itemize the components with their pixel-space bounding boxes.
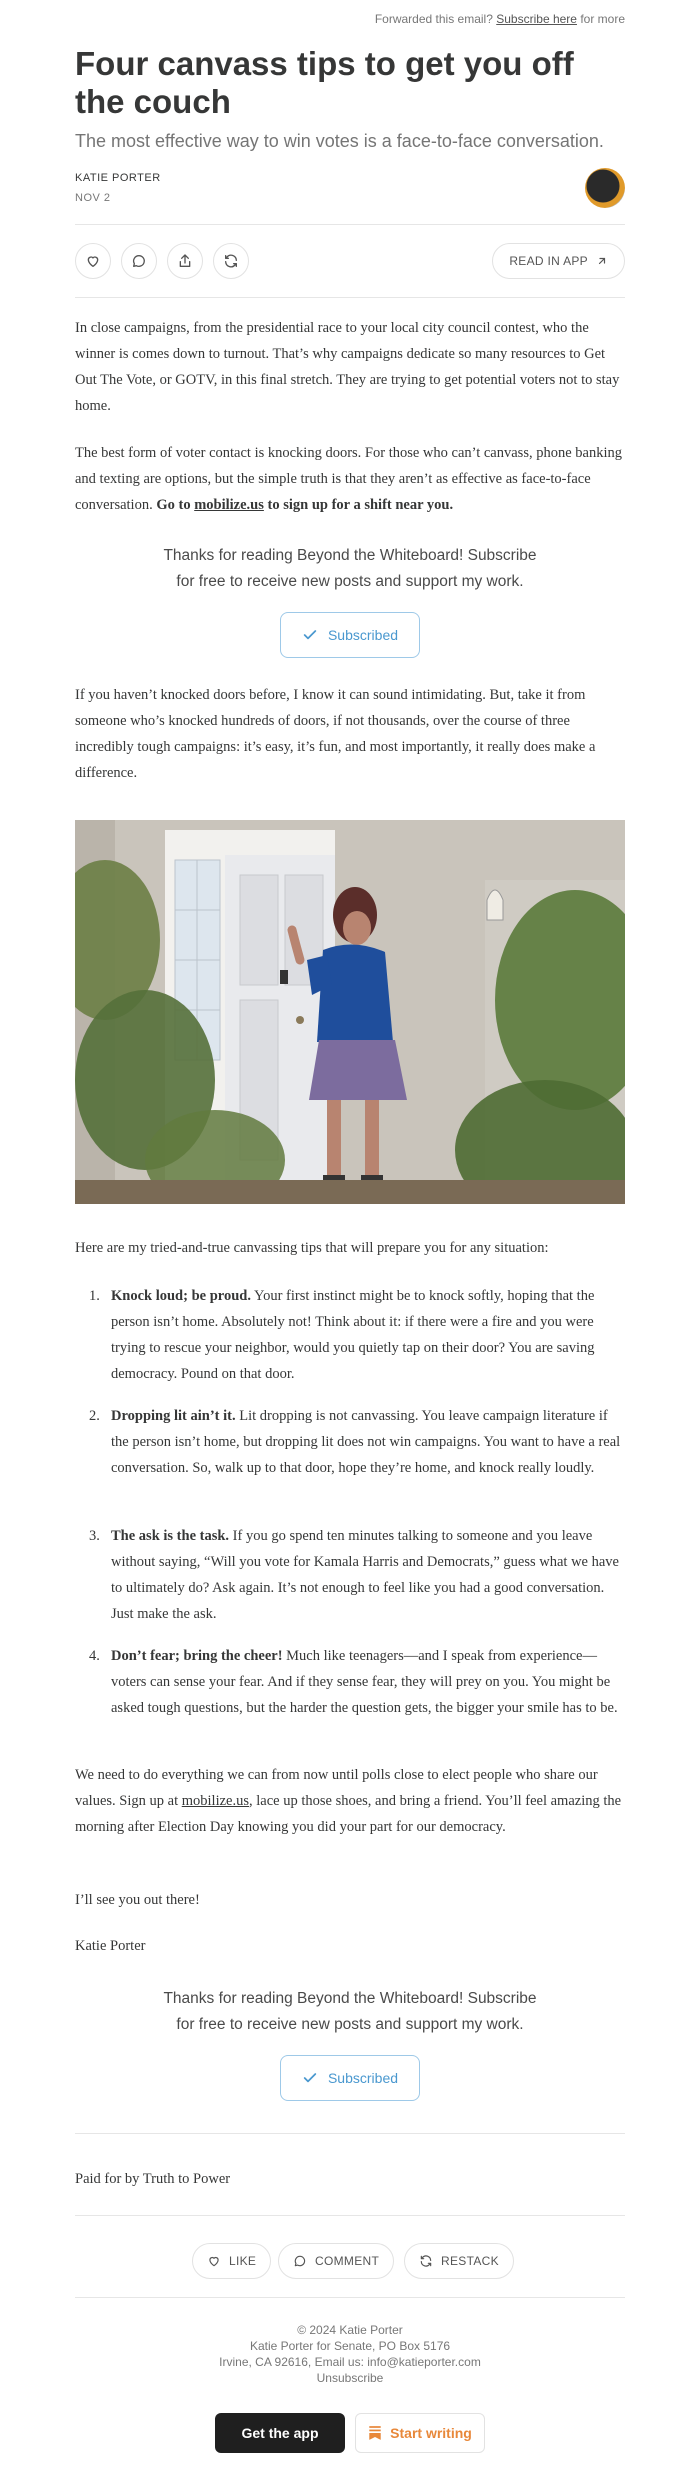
tip-heading: The ask is the task.: [111, 1528, 230, 1544]
comment-icon: [293, 2254, 307, 2268]
footer-info: [75, 2322, 625, 2386]
footer-copyright: © 2024 Katie Porter: [297, 2323, 403, 2337]
tip-heading: Don’t fear; bring the cheer!: [111, 1648, 283, 1664]
subscribed-button[interactable]: [280, 612, 420, 658]
subscribe-cta-line1: Thanks for reading Beyond the Whiteboard! Subscribe: [163, 1990, 537, 2007]
p2-post-text: to sign up for a shift near you.: [267, 497, 454, 513]
share-icon-button[interactable]: [167, 243, 203, 279]
forwarded-text: Forwarded this email?: [374, 12, 493, 26]
paid-for-notice: Paid for by Truth to Power: [75, 2171, 231, 2187]
check-icon: [302, 2070, 318, 2086]
mobilize-link[interactable]: mobilize.us: [194, 497, 264, 513]
read-in-app-label: READ IN APP: [509, 254, 588, 268]
closing-line: I’ll see you out there!: [75, 1892, 200, 1908]
author-name[interactable]: KATIE PORTER: [75, 172, 161, 184]
subscribe-cta-line2: for free to receive new posts and support my work.: [176, 573, 524, 590]
divider: [75, 224, 625, 225]
comment-icon: [131, 253, 147, 269]
list-item: [89, 1523, 625, 1627]
p2-cta: [156, 497, 453, 513]
tip-heading: Dropping lit ain’t it.: [111, 1408, 236, 1424]
for-more-text: for more: [580, 12, 625, 26]
start-writing-button[interactable]: [355, 2413, 485, 2453]
list-item: [89, 1403, 625, 1481]
list-number: 4.: [89, 1648, 100, 1664]
p2-go-text: Go to: [156, 497, 191, 513]
footer-address-1: Katie Porter for Senate, PO Box 5176: [249, 2339, 451, 2353]
photo-illustration: [75, 820, 625, 1204]
restack-icon: [223, 253, 239, 269]
body-paragraph-5: [75, 1762, 625, 1840]
like-icon-button[interactable]: [75, 243, 111, 279]
forwarded-banner: [375, 12, 625, 26]
tip-text: If you go spend ten minutes talking to someone and you leave without saying, “Will you vote for Kamala Harris and Democrats,” guess what we have to ultimately do? Ask again. It’s not enough to feel like you had a good conversation. Just make the ask.: [111, 1528, 619, 1622]
list-item: [89, 1643, 625, 1721]
get-the-app-label: Get the app: [241, 2425, 319, 2441]
list-item: [89, 1283, 625, 1387]
divider: [75, 2297, 625, 2298]
list-number: 2.: [89, 1408, 100, 1424]
tip-heading: Knock loud; be proud.: [111, 1288, 251, 1304]
canvassing-photo: [75, 820, 625, 1204]
substack-logo-icon: [368, 2425, 382, 2441]
body-paragraph-2: [75, 440, 625, 518]
subscribe-cta: [75, 543, 625, 595]
subscribed-label: Subscribed: [327, 627, 399, 643]
body-paragraph-4: Here are my tried-and-true canvassing tips that will prepare you for any situation:: [75, 1240, 549, 1256]
mobilize-link-2[interactable]: mobilize.us: [181, 1793, 249, 1809]
body-paragraph-1: In close campaigns, from the presidential race to your local city council contest, who the winner is comes down to turnout. That’s why campaigns dedicate so many resources to Get Out The Vote, or GOTV, in this final stretch. They are trying to get potential voters not to stay home.: [75, 320, 620, 414]
body-paragraph-3: If you haven’t knocked doors before, I know it can sound intimidating. But, take it from someone who’s knocked hundreds of doors, if not thousands, over the course of three incredibly tough campaigns: it’s easy, it’s fun, and most importantly, it really does make a difference.: [75, 687, 596, 781]
read-in-app-button[interactable]: [492, 243, 625, 279]
heart-icon: [207, 2254, 221, 2268]
like-button[interactable]: [192, 2243, 271, 2279]
p5-pre-text: We need to do everything we can from now until polls close to elect people who share our values. Sign up at: [75, 1767, 598, 1809]
subscribe-cta-bottom: [75, 1986, 625, 2038]
start-writing-label: Start writing: [390, 2425, 472, 2441]
signature: Katie Porter: [75, 1938, 146, 1954]
list-number: 1.: [89, 1288, 100, 1304]
divider: [75, 2215, 625, 2216]
subscribe-here-link[interactable]: Subscribe here: [496, 12, 577, 26]
check-icon: [302, 627, 318, 643]
subscribed-button-bottom[interactable]: [280, 2055, 420, 2101]
footer-address-2: Irvine, CA 92616, Email us: info@katieporter.com: [219, 2355, 481, 2369]
restack-icon-button[interactable]: [213, 243, 249, 279]
post-date: NOV 2: [75, 192, 111, 204]
comment-icon-button[interactable]: [121, 243, 157, 279]
subscribed-label: Subscribed: [327, 2070, 399, 2086]
divider: [75, 297, 625, 298]
tip-text: Lit dropping is not canvassing. You leave campaign literature if the person isn’t home, but dropping lit does not win campaigns. You want to have a real conversation. So, walk up to that door, hope they’re home, and knock really loudly.: [111, 1408, 621, 1476]
share-icon: [177, 253, 193, 269]
subscribe-cta-line1: Thanks for reading Beyond the Whiteboard! Subscribe: [163, 547, 537, 564]
restack-button[interactable]: [404, 2243, 514, 2279]
p5-post-text: , lace up those shoes, and bring a friend. You’ll feel amazing the morning after Election Day knowing you did your part for our democracy.: [75, 1793, 622, 1835]
arrow-up-right-icon: [596, 255, 608, 267]
divider: [75, 2133, 625, 2134]
list-number: 3.: [89, 1528, 100, 1544]
comment-button[interactable]: [278, 2243, 394, 2279]
tip-text: Your first instinct might be to knock softly, hoping that the person isn’t home. Absolutely not! Think about it: if there were a fire and you were trying to rescue your neighbor, would you quietly tap on their door? You are saving democracy. Pound on that door.: [111, 1288, 595, 1382]
get-the-app-button[interactable]: [215, 2413, 345, 2453]
unsubscribe-link[interactable]: Unsubscribe: [316, 2371, 384, 2385]
tip-text: Much like teenagers—and I speak from experience—voters can sense your fear. And if they sense fear, they will prey on you. You might be asked tough questions, but the harder the question gets, the bigger your smile has to be.: [111, 1648, 618, 1716]
comment-label: COMMENT: [315, 2254, 380, 2268]
post-subtitle: The most effective way to win votes is a face-to-face conversation.: [75, 131, 604, 151]
post-title: Four canvass tips to get you off the couch: [75, 45, 574, 120]
restack-label: RESTACK: [441, 2254, 499, 2268]
heart-icon: [85, 253, 101, 269]
like-label: LIKE: [229, 2254, 257, 2268]
p2-text: The best form of voter contact is knocking doors. For those who can’t canvass, phone banking and texting are options, but the simple truth is that they aren’t as effective as face-to-face conversation.: [75, 445, 622, 513]
subscribe-cta-line2: for free to receive new posts and support my work.: [176, 2016, 524, 2033]
author-avatar[interactable]: [585, 168, 625, 208]
restack-icon: [419, 2254, 433, 2268]
